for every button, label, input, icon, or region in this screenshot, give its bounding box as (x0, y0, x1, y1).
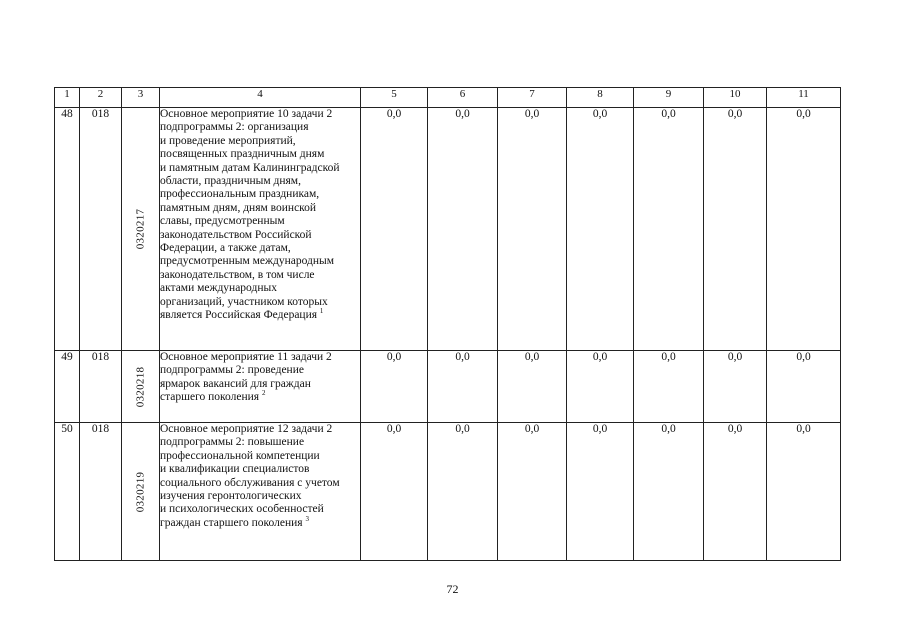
value-cell: 0,0 (767, 108, 841, 351)
column-header: 10 (704, 88, 767, 108)
table-row (55, 108, 841, 351)
column-header: 3 (122, 88, 160, 108)
value-cell: 0,0 (361, 108, 428, 351)
classification-code: 0320219 (134, 471, 146, 512)
value-cell: 0,0 (498, 351, 567, 423)
column-header: 6 (428, 88, 498, 108)
column-number-row (55, 88, 841, 108)
column-header: 5 (361, 88, 428, 108)
classification-code-cell (122, 351, 160, 423)
value-cell: 0,0 (498, 423, 567, 561)
value-cell: 0,0 (634, 423, 704, 561)
classification-code-cell (122, 423, 160, 561)
footnote-marker: 1 (319, 307, 324, 316)
value-cell: 0,0 (634, 108, 704, 351)
value-cell: 0,0 (428, 423, 498, 561)
row-number: 49 (55, 351, 80, 423)
value-cell: 0,0 (767, 423, 841, 561)
value-cell: 0,0 (704, 423, 767, 561)
description-text: Основное мероприятие 12 задачи 2 подпрограммы 2: повышение профессиональной компетенции и квалификации специалистов социального обслуживания с учетом изучения геронтологических и психологических особенностей граждан старшего поколения (160, 423, 340, 529)
value-cell: 0,0 (767, 351, 841, 423)
column-header: 4 (160, 88, 361, 108)
value-cell: 0,0 (567, 351, 634, 423)
classification-code: 0320217 (134, 208, 146, 250)
footnote-marker: 3 (305, 515, 309, 524)
value-cell: 0,0 (361, 351, 428, 423)
value-cell: 0,0 (428, 351, 498, 423)
column-header: 11 (767, 88, 841, 108)
activity-description (160, 108, 361, 351)
value-cell: 0,0 (498, 108, 567, 351)
classification-code: 0320218 (134, 366, 146, 407)
value-cell: 0,0 (567, 108, 634, 351)
value-cell: 0,0 (361, 423, 428, 561)
description-text: Основное мероприятие 11 задачи 2 подпрограммы 2: проведение ярмарок вакансий для граждан старшего поколения (160, 351, 332, 404)
table-row (55, 351, 841, 423)
budget-table (54, 87, 841, 561)
column-header: 8 (567, 88, 634, 108)
value-cell: 0,0 (428, 108, 498, 351)
admin-code: 018 (80, 108, 122, 351)
classification-code-cell (122, 108, 160, 351)
row-number: 50 (55, 423, 80, 561)
activity-description (160, 423, 361, 561)
admin-code: 018 (80, 351, 122, 423)
value-cell: 0,0 (704, 108, 767, 351)
footnote-marker: 2 (261, 389, 266, 398)
column-header: 2 (80, 88, 122, 108)
admin-code: 018 (80, 423, 122, 561)
value-cell: 0,0 (567, 423, 634, 561)
description-text: Основное мероприятие 10 задачи 2 подпрограммы 2: организация и проведение мероприятий, посвященных праздничным дням и памятным датам Калининградской области, праздничным дням, профессиональным праздникам, памятным дням, дням воинской славы, предусмотренным законодательством Российской Федерации, а также датам, предусмотренным международным законодательством, в том числе актами международных организаций, участником которых является Российская Федерация (160, 108, 340, 322)
table-row (55, 423, 841, 561)
value-cell: 0,0 (634, 351, 704, 423)
page-number: 72 (446, 582, 459, 596)
value-cell: 0,0 (704, 351, 767, 423)
column-header: 7 (498, 88, 567, 108)
activity-description (160, 351, 361, 423)
row-number: 48 (55, 108, 80, 351)
column-header: 1 (55, 88, 80, 108)
column-header: 9 (634, 88, 704, 108)
